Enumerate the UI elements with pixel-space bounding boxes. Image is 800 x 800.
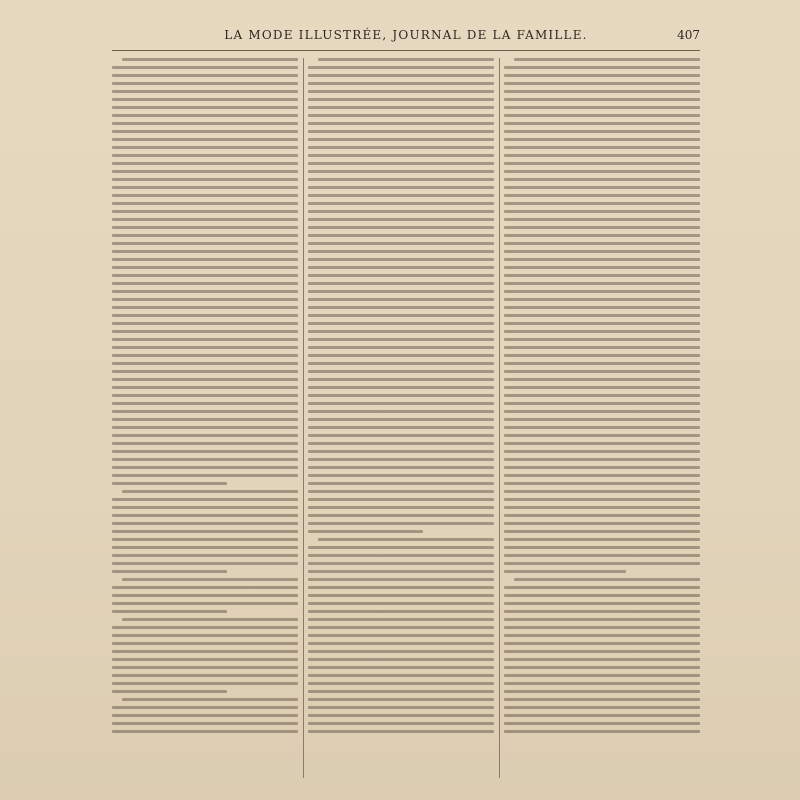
text-line: [318, 58, 494, 61]
text-line: [112, 258, 298, 261]
text-line: [308, 226, 494, 229]
running-header: [112, 28, 700, 50]
text-line: [308, 266, 494, 269]
text-line: [504, 498, 700, 501]
text-line: [504, 266, 700, 269]
text-line: [504, 170, 700, 173]
text-line: [308, 506, 494, 509]
text-line: [112, 106, 298, 109]
text-line: [504, 250, 700, 253]
text-line: [308, 610, 494, 613]
text-line: [504, 282, 700, 285]
text-line: [504, 434, 700, 437]
text-line: [308, 730, 494, 733]
text-line: [504, 458, 700, 461]
text-line: [112, 178, 298, 181]
text-line: [112, 602, 298, 605]
text-line: [112, 114, 298, 117]
text-line: [504, 162, 700, 165]
text-line: [504, 554, 700, 557]
text-line: [308, 626, 494, 629]
text-line: [308, 594, 494, 597]
text-line: [504, 202, 700, 205]
text-line: [504, 450, 700, 453]
text-line: [308, 306, 494, 309]
text-line: [112, 218, 298, 221]
text-line: [504, 122, 700, 125]
text-line: [112, 546, 298, 549]
text-line: [504, 130, 700, 133]
text-line: [504, 410, 700, 413]
text-line: [504, 226, 700, 229]
text-line: [112, 130, 298, 133]
journal-title: LA MODE ILLUSTRÉE, JOURNAL DE LA FAMILLE.: [224, 28, 588, 42]
text-line: [308, 530, 423, 533]
text-line: [308, 202, 494, 205]
text-line: [308, 354, 494, 357]
text-line: [504, 482, 700, 485]
text-line: [112, 538, 298, 541]
text-line: [122, 58, 298, 61]
text-line: [504, 610, 700, 613]
header-rule: [112, 50, 700, 51]
text-line: [504, 442, 700, 445]
text-line: [308, 690, 494, 693]
text-column-1: [112, 58, 298, 778]
text-line: [112, 282, 298, 285]
text-line: [504, 154, 700, 157]
text-line: [308, 682, 494, 685]
text-line: [308, 634, 494, 637]
text-line: [308, 674, 494, 677]
text-line: [504, 362, 700, 365]
text-line: [112, 90, 298, 93]
text-line: [308, 258, 494, 261]
text-line: [504, 594, 700, 597]
text-line: [504, 90, 700, 93]
text-line: [308, 442, 494, 445]
text-line: [308, 450, 494, 453]
text-line: [112, 434, 298, 437]
text-line: [504, 618, 700, 621]
text-line: [308, 618, 494, 621]
text-line: [308, 602, 494, 605]
text-line: [112, 506, 298, 509]
text-line: [112, 530, 298, 533]
text-line: [308, 98, 494, 101]
text-line: [504, 634, 700, 637]
text-line: [112, 378, 298, 381]
text-line: [308, 274, 494, 277]
text-line: [308, 282, 494, 285]
text-line: [112, 74, 298, 77]
text-line: [504, 522, 700, 525]
text-line: [112, 66, 298, 69]
text-line: [504, 210, 700, 213]
text-line: [308, 218, 494, 221]
text-line: [308, 498, 494, 501]
text-line: [308, 122, 494, 125]
text-line: [308, 90, 494, 93]
text-line: [112, 610, 227, 613]
text-line: [112, 474, 298, 477]
text-line: [112, 194, 298, 197]
text-line: [112, 650, 298, 653]
text-line: [504, 66, 700, 69]
text-line: [112, 346, 298, 349]
text-line: [308, 194, 494, 197]
text-line: [504, 658, 700, 661]
text-line: [308, 146, 494, 149]
text-line: [308, 330, 494, 333]
text-line: [504, 82, 700, 85]
text-line: [504, 234, 700, 237]
text-line: [504, 730, 700, 733]
column-divider: [303, 58, 304, 778]
text-line: [112, 394, 298, 397]
text-line: [504, 274, 700, 277]
text-line: [504, 98, 700, 101]
text-line: [308, 130, 494, 133]
text-line: [308, 138, 494, 141]
text-line: [112, 386, 298, 389]
text-line: [112, 162, 298, 165]
text-line: [112, 138, 298, 141]
text-line: [504, 346, 700, 349]
text-line: [112, 186, 298, 189]
text-line: [504, 474, 700, 477]
text-line: [112, 714, 298, 717]
text-line: [504, 538, 700, 541]
text-line: [504, 586, 700, 589]
text-line: [504, 650, 700, 653]
text-line: [308, 578, 494, 581]
text-line: [308, 586, 494, 589]
text-line: [504, 354, 700, 357]
text-line: [308, 362, 494, 365]
text-line: [112, 666, 298, 669]
text-line: [308, 418, 494, 421]
text-line: [308, 434, 494, 437]
text-line: [112, 458, 298, 461]
text-line: [308, 402, 494, 405]
text-line: [308, 242, 494, 245]
text-line: [504, 242, 700, 245]
text-line: [308, 546, 494, 549]
text-line: [112, 402, 298, 405]
text-line: [112, 658, 298, 661]
text-line: [112, 290, 298, 293]
text-line: [112, 306, 298, 309]
text-line: [504, 506, 700, 509]
text-line: [504, 330, 700, 333]
text-line: [112, 210, 298, 213]
text-line: [112, 442, 298, 445]
text-line: [112, 626, 298, 629]
text-line: [112, 266, 298, 269]
text-line: [504, 490, 700, 493]
text-line: [112, 594, 298, 597]
text-line: [122, 698, 298, 701]
text-line: [112, 690, 227, 693]
text-line: [308, 386, 494, 389]
text-line: [122, 618, 298, 621]
text-line: [112, 250, 298, 253]
text-line: [504, 218, 700, 221]
text-line: [112, 634, 298, 637]
text-line: [112, 298, 298, 301]
page-number: 407: [677, 28, 700, 42]
text-line: [112, 674, 298, 677]
text-line: [308, 466, 494, 469]
text-line: [112, 122, 298, 125]
text-line: [504, 530, 700, 533]
text-line: [112, 242, 298, 245]
text-line: [308, 658, 494, 661]
column-divider: [499, 58, 500, 778]
text-line: [112, 642, 298, 645]
text-line: [308, 522, 494, 525]
text-line: [504, 290, 700, 293]
text-line: [308, 186, 494, 189]
text-line: [308, 370, 494, 373]
text-line: [504, 386, 700, 389]
text-line: [308, 234, 494, 237]
text-line: [112, 274, 298, 277]
text-line: [112, 146, 298, 149]
text-line: [308, 514, 494, 517]
text-line: [308, 178, 494, 181]
text-line: [112, 730, 298, 733]
text-line: [308, 554, 494, 557]
text-line: [308, 66, 494, 69]
text-line: [504, 466, 700, 469]
text-line: [112, 410, 298, 413]
text-line: [112, 82, 298, 85]
text-line: [112, 706, 298, 709]
text-line: [112, 418, 298, 421]
text-line: [504, 514, 700, 517]
text-line: [308, 666, 494, 669]
text-line: [122, 490, 298, 493]
text-line: [504, 178, 700, 181]
text-line: [504, 722, 700, 725]
text-line: [514, 58, 700, 61]
text-line: [308, 410, 494, 413]
text-line: [308, 106, 494, 109]
text-line: [308, 314, 494, 317]
text-line: [504, 138, 700, 141]
text-line: [308, 162, 494, 165]
text-line: [504, 690, 700, 693]
text-line: [504, 146, 700, 149]
text-line: [504, 626, 700, 629]
text-line: [112, 338, 298, 341]
text-line: [308, 82, 494, 85]
text-line: [308, 650, 494, 653]
text-line: [308, 74, 494, 77]
text-line: [504, 602, 700, 605]
text-line: [112, 330, 298, 333]
text-line: [504, 306, 700, 309]
text-line: [112, 370, 298, 373]
text-column-2: [308, 58, 494, 778]
text-line: [308, 346, 494, 349]
text-line: [308, 642, 494, 645]
text-line: [504, 186, 700, 189]
text-line: [504, 394, 700, 397]
text-line: [504, 570, 626, 573]
text-line: [504, 418, 700, 421]
text-line: [504, 674, 700, 677]
text-line: [112, 722, 298, 725]
text-line: [504, 370, 700, 373]
text-line: [112, 202, 298, 205]
text-line: [504, 338, 700, 341]
text-line: [308, 570, 494, 573]
text-line: [112, 586, 298, 589]
text-line: [308, 298, 494, 301]
text-line: [112, 450, 298, 453]
text-line: [112, 466, 298, 469]
text-line: [504, 666, 700, 669]
text-line: [308, 170, 494, 173]
text-line: [112, 314, 298, 317]
text-line: [112, 554, 298, 557]
text-line: [308, 706, 494, 709]
text-line: [504, 546, 700, 549]
text-line: [504, 682, 700, 685]
text-line: [308, 562, 494, 565]
text-line: [504, 298, 700, 301]
text-line: [504, 314, 700, 317]
text-line: [112, 522, 298, 525]
text-line: [308, 338, 494, 341]
text-line: [308, 154, 494, 157]
text-line: [504, 706, 700, 709]
text-line: [112, 426, 298, 429]
text-line: [504, 426, 700, 429]
text-line: [504, 698, 700, 701]
text-line: [318, 538, 494, 541]
text-line: [504, 714, 700, 717]
text-line: [504, 106, 700, 109]
text-line: [308, 714, 494, 717]
text-line: [308, 482, 494, 485]
text-line: [308, 698, 494, 701]
text-line: [112, 514, 298, 517]
text-line: [504, 322, 700, 325]
text-line: [504, 74, 700, 77]
text-line: [504, 114, 700, 117]
text-line: [308, 322, 494, 325]
text-line: [112, 498, 298, 501]
text-line: [504, 258, 700, 261]
text-line: [112, 226, 298, 229]
text-line: [308, 378, 494, 381]
text-line: [112, 562, 298, 565]
text-line: [112, 234, 298, 237]
text-line: [504, 642, 700, 645]
text-line: [308, 458, 494, 461]
text-line: [122, 578, 298, 581]
text-line: [112, 682, 298, 685]
text-line: [308, 210, 494, 213]
text-line: [112, 354, 298, 357]
text-line: [308, 290, 494, 293]
text-line: [112, 98, 298, 101]
text-line: [308, 250, 494, 253]
text-line: [308, 394, 494, 397]
text-line: [308, 114, 494, 117]
text-column-3: [504, 58, 700, 778]
text-line: [112, 362, 298, 365]
text-line: [112, 570, 227, 573]
text-line: [308, 722, 494, 725]
text-line: [112, 482, 227, 485]
text-line: [112, 170, 298, 173]
text-line: [504, 194, 700, 197]
text-line: [504, 402, 700, 405]
text-line: [504, 378, 700, 381]
text-line: [308, 474, 494, 477]
text-line: [112, 322, 298, 325]
text-line: [112, 154, 298, 157]
text-line: [308, 490, 494, 493]
text-line: [308, 426, 494, 429]
text-line: [514, 578, 700, 581]
text-line: [504, 562, 700, 565]
